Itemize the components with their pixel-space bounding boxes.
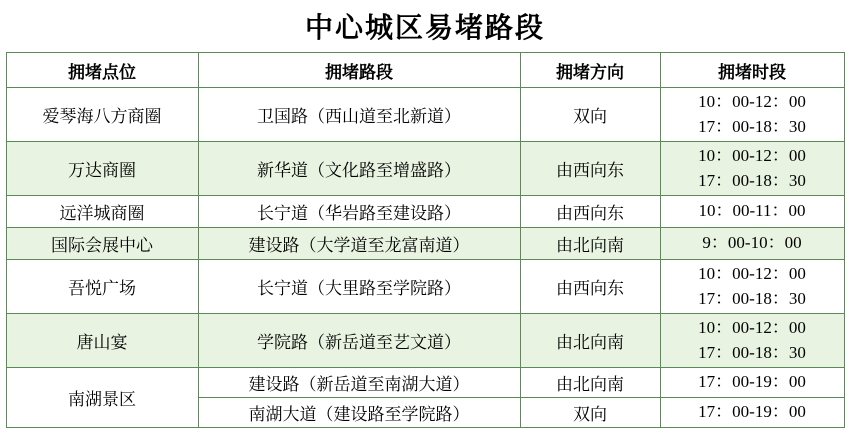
time-line: 17：00-18：30 xyxy=(698,288,806,308)
time-line: 17：00-19：00 xyxy=(698,372,806,392)
time-line: 17：00-18：30 xyxy=(698,116,806,136)
time-line: 10：00-12：00 xyxy=(698,263,806,283)
time-line: 10：00-12：00 xyxy=(698,317,806,337)
cell-time xyxy=(660,142,844,196)
header-time: 拥堵时段 xyxy=(660,53,844,88)
table-row xyxy=(6,88,844,142)
cell-location: 唐山宴 xyxy=(6,314,198,368)
cell-time xyxy=(660,314,844,368)
cell-road: 新华道（文化路至增盛路） xyxy=(198,142,520,196)
cell-road: 学院路（新岳道至艺文道） xyxy=(198,314,520,368)
table-row xyxy=(6,228,844,260)
time-line: 17：00-19：00 xyxy=(698,402,806,422)
cell-location: 爱琴海八方商圈 xyxy=(6,88,198,142)
time-line: 9：00-10：00 xyxy=(702,233,802,253)
cell-time xyxy=(660,368,844,398)
cell-time xyxy=(660,196,844,228)
cell-location: 吾悦广场 xyxy=(6,260,198,314)
cell-road: 长宁道（大里路至学院路） xyxy=(198,260,520,314)
cell-location: 南湖景区 xyxy=(6,368,198,428)
cell-location: 远洋城商圈 xyxy=(6,196,198,228)
page-title: 中心城区易堵路段 xyxy=(304,13,545,44)
table-row xyxy=(6,196,844,228)
cell-direction: 双向 xyxy=(520,398,660,428)
cell-location: 万达商圈 xyxy=(6,142,198,196)
table-row xyxy=(6,368,844,398)
cell-direction: 由西向东 xyxy=(520,260,660,314)
header-location: 拥堵点位 xyxy=(6,53,198,88)
cell-direction: 由西向东 xyxy=(520,142,660,196)
cell-time xyxy=(660,228,844,260)
cell-road: 南湖大道（建设路至学院路） xyxy=(198,398,520,428)
table-header-row xyxy=(6,53,844,88)
cell-direction: 双向 xyxy=(520,88,660,142)
header-road: 拥堵路段 xyxy=(198,53,520,88)
time-line: 10：00-12：00 xyxy=(698,91,806,111)
cell-road: 长宁道（华岩路至建设路） xyxy=(198,196,520,228)
time-line: 17：00-18：30 xyxy=(698,342,806,362)
cell-time xyxy=(660,88,844,142)
table-row xyxy=(6,314,844,368)
table-header xyxy=(6,53,844,88)
table-body xyxy=(6,88,844,428)
cell-time xyxy=(660,398,844,428)
table-row xyxy=(6,142,844,196)
cell-direction: 由北向南 xyxy=(520,228,660,260)
time-line: 17：00-18：30 xyxy=(698,170,806,190)
cell-road: 卫国路（西山道至北新道） xyxy=(198,88,520,142)
header-direction: 拥堵方向 xyxy=(520,53,660,88)
congestion-table xyxy=(6,52,845,428)
cell-road: 建设路（大学道至龙富南道） xyxy=(198,228,520,260)
cell-road: 建设路（新岳道至南湖大道） xyxy=(198,368,520,398)
time-line: 10：00-12：00 xyxy=(698,145,806,165)
time-line: 10：00-11：00 xyxy=(698,201,806,221)
cell-direction: 由西向东 xyxy=(520,196,660,228)
cell-direction: 由北向南 xyxy=(520,368,660,398)
cell-direction: 由北向南 xyxy=(520,314,660,368)
cell-time xyxy=(660,260,844,314)
table-row xyxy=(6,260,844,314)
cell-location: 国际会展中心 xyxy=(6,228,198,260)
